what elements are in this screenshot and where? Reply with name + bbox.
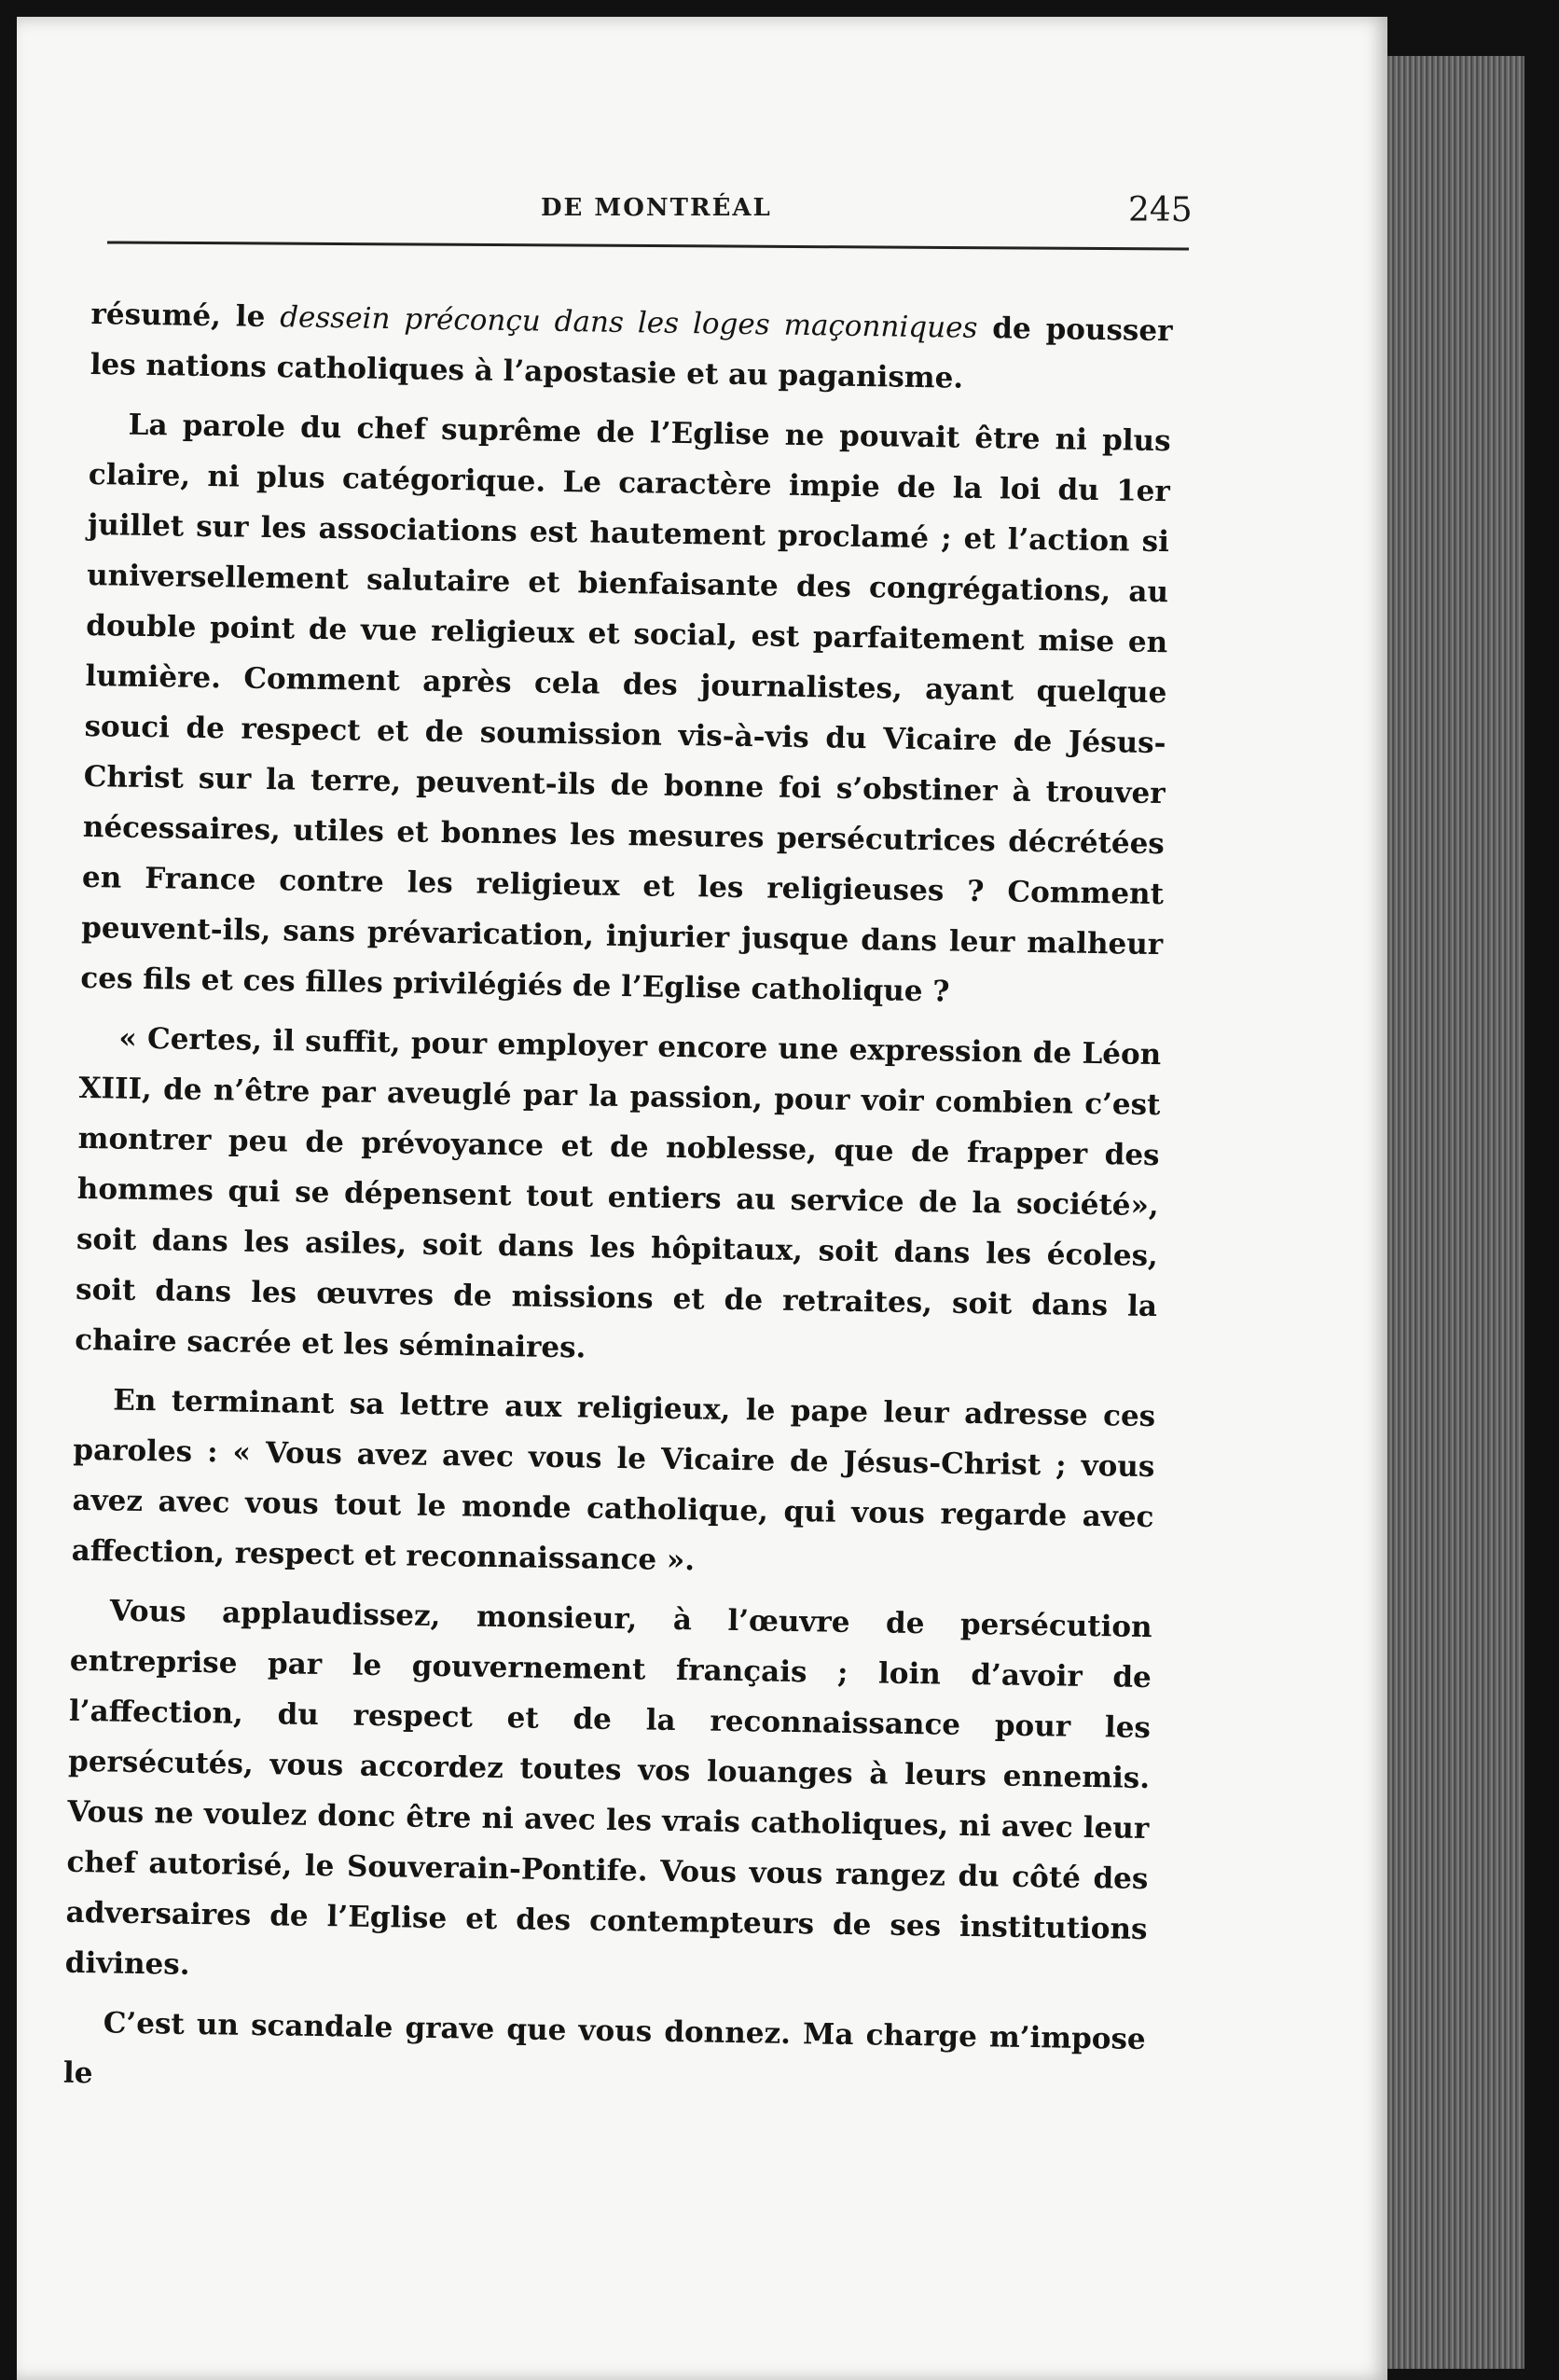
paragraph-2: La parole du chef suprême de l’Eglise ne pouvait être ni plus claire, ni plus catégorique. Le caractère impie de la loi du 1er juillet sur les associations est hautement proclamé ; et l’action si universellement salutaire et bienfaisante des congrégations, au double point de vue religieux et social, est parfaitement mise en lumière. Comment après cela des journalistes, ayant quelque souci de respect et de soumission vis-à-vis du Vicaire de Jésus-Christ sur la terre, peuvent-ils de bonne foi s’obstiner à trouver nécessaires, utiles et bonnes les mesures persécutrices décrétées en France contre les religieux et les religieuses ? Comment peuvent-ils, sans prévarication, injurier jusque dans leur malheur ces fils et ces filles privilégiés de l’Eglise catholique ?	[80, 408, 1171, 1009]
paragraph-4: En terminant sa lettre aux religieux, le pape leur adresse ces paroles : « Vous avez avec vous le Vicaire de Jésus-Christ ; vous avez avec vous tout le monde catholique, qui vous regarde avec affection, respect et reconnaissance ».	[71, 1383, 1156, 1578]
paragraph-1	[90, 289, 1173, 407]
paragraph-1-after: de pousser les nations catholiques à l’apostasie et au paganisme.	[90, 311, 1173, 395]
paragraph-1-italic: dessein préconçu dans les loges maçonniques	[279, 300, 978, 345]
paragraph-3: « Certes, il suffit, pour employer encore une expression de Léon XIII, de n’être par aveuglé par la passion, pour voir combien c’est montrer peu de prévoyance et de noblesse, que de frapper des hommes qui se dépensent tout entiers au service de la société», soit dans les asiles, soit dans les hôpitaux, soit dans les écoles, soit dans les œuvres de missions et de retraites, soit dans la chaire sacrée et les séminaires.	[75, 1021, 1162, 1365]
page-number: 245	[1128, 191, 1193, 229]
running-head: DE MONTRÉAL	[541, 194, 772, 222]
paragraph-6: C’est un scandale grave que vous donnez. Ma charge m’impose le	[62, 2006, 1146, 2091]
body-text	[62, 289, 1172, 2124]
paragraph-5: Vous applaudissez, monsieur, à l’œuvre de persécution entreprise par le gouvernement français ; loin d’avoir de l’affection, du respect et de la reconnaissance pour les persécutés, vous accordez toutes vos louanges à leurs ennemis. Vous ne voulez donc être ni avec les vrais catholiques, ni avec leur chef autorisé, le Souverain-Pontife. Vous vous rangez du côté des adversaires de l’Eglise et des contempteurs de ses institutions divines.	[64, 1594, 1152, 1982]
paragraph-1-before: résumé, le	[90, 297, 281, 335]
